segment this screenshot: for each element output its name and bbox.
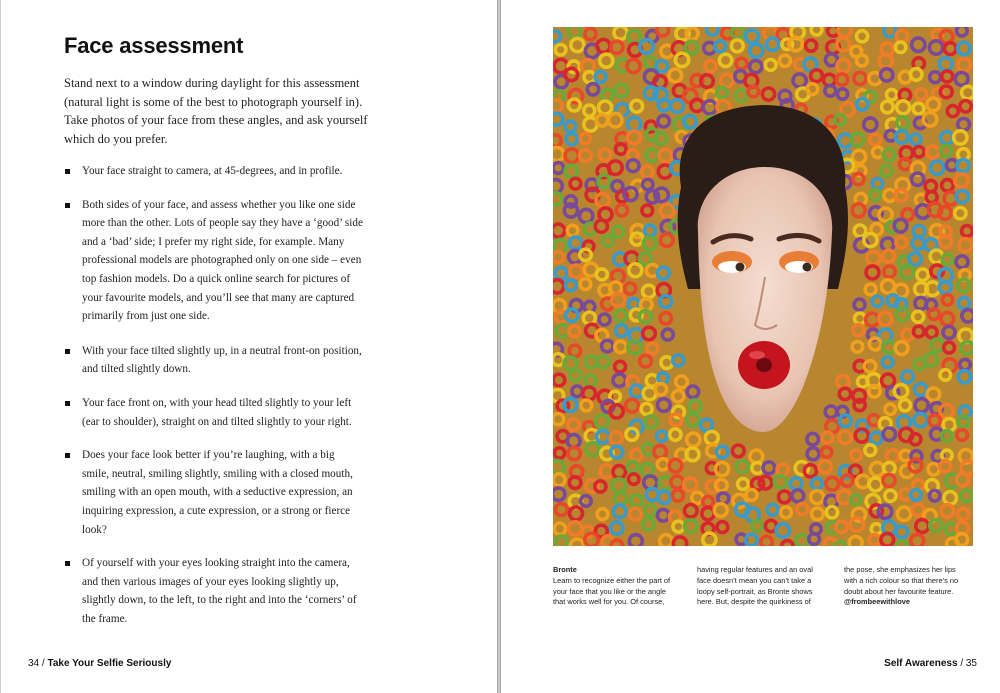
list-item: Both sides of your face, and assess whether you like one side more than the other. Lots of people say they have a ‘good’ side and a ‘bad’ side; I prefer my right side, for example. Many professional models are photographed only on one side – even top fashion models. Do a quick online search for pictures of your favourite models, and you’ll see that many are captured primarily from just one side. bbox=[64, 196, 364, 326]
right-pupil bbox=[803, 263, 812, 272]
lips-center bbox=[756, 358, 772, 372]
caption-text: the pose, she emphasizes her lips with a rich colour so that there’s no doubt about her favourite feature. bbox=[844, 565, 959, 596]
page-title: Face assessment bbox=[64, 33, 244, 58]
caption-text: having regular features and an oval face doesn’t mean you can’t take a loopy self-portrait, as Bronte shows here. But, despite the quirkiness of bbox=[697, 565, 813, 607]
left-pupil bbox=[736, 263, 745, 272]
intro-paragraph: Stand next to a window during daylight for this assessment (natural light is some of the best to photograph yourself in). Take photos of your face from these angles, and ask yourself which do you prefer. bbox=[64, 76, 368, 146]
portrait-illustration bbox=[553, 27, 973, 546]
list-item: With your face tilted slightly up, in a neutral front-on position, and tilted slightly down. bbox=[64, 342, 364, 379]
page-number: 34 bbox=[28, 658, 40, 669]
folio-separator: / bbox=[960, 658, 964, 669]
portrait-photo bbox=[553, 27, 973, 546]
list-item: Your face front on, with your head tilted slightly to your left (ear to shoulder), straight on and tilted slightly to your right. bbox=[64, 394, 364, 431]
list-item: Your face straight to camera, at 45-degrees, and in profile. bbox=[64, 162, 364, 181]
left-folio bbox=[28, 658, 171, 669]
list-item: Of yourself with your eyes looking straight into the camera, and then various images of your eyes looking slightly up, slightly down, to the left, to the right and into the ‘corners’ of the frame. bbox=[64, 554, 364, 628]
page-edge bbox=[0, 0, 1, 693]
caption-column-2 bbox=[697, 565, 815, 608]
left-page bbox=[0, 0, 497, 693]
page-number: 35 bbox=[965, 658, 977, 669]
caption-handle: @frombeewithlove bbox=[844, 597, 910, 607]
folio-separator: / bbox=[41, 658, 45, 669]
running-title: Take Your Selfie Seriously bbox=[47, 658, 172, 669]
list-item: Does your face look better if you’re laughing, with a big smile, neutral, smiling slightly, smiling with a closed mouth, smiling with an open mouth, with a seductive expression, an inquiring expression, a cute expression, or a strong or fierce look? bbox=[64, 446, 364, 539]
right-page bbox=[501, 0, 1000, 693]
right-folio bbox=[884, 658, 977, 669]
caption-name: Bronte bbox=[553, 565, 577, 574]
caption-text: Learn to recognize either the part of your face that you like or the angle that works well for you. Of course, bbox=[553, 575, 671, 607]
caption-column-3 bbox=[844, 565, 962, 608]
caption-column-1 bbox=[553, 565, 671, 608]
lips-highlight bbox=[749, 351, 765, 359]
running-title: Self Awareness bbox=[884, 658, 958, 669]
assessment-list bbox=[64, 162, 364, 628]
